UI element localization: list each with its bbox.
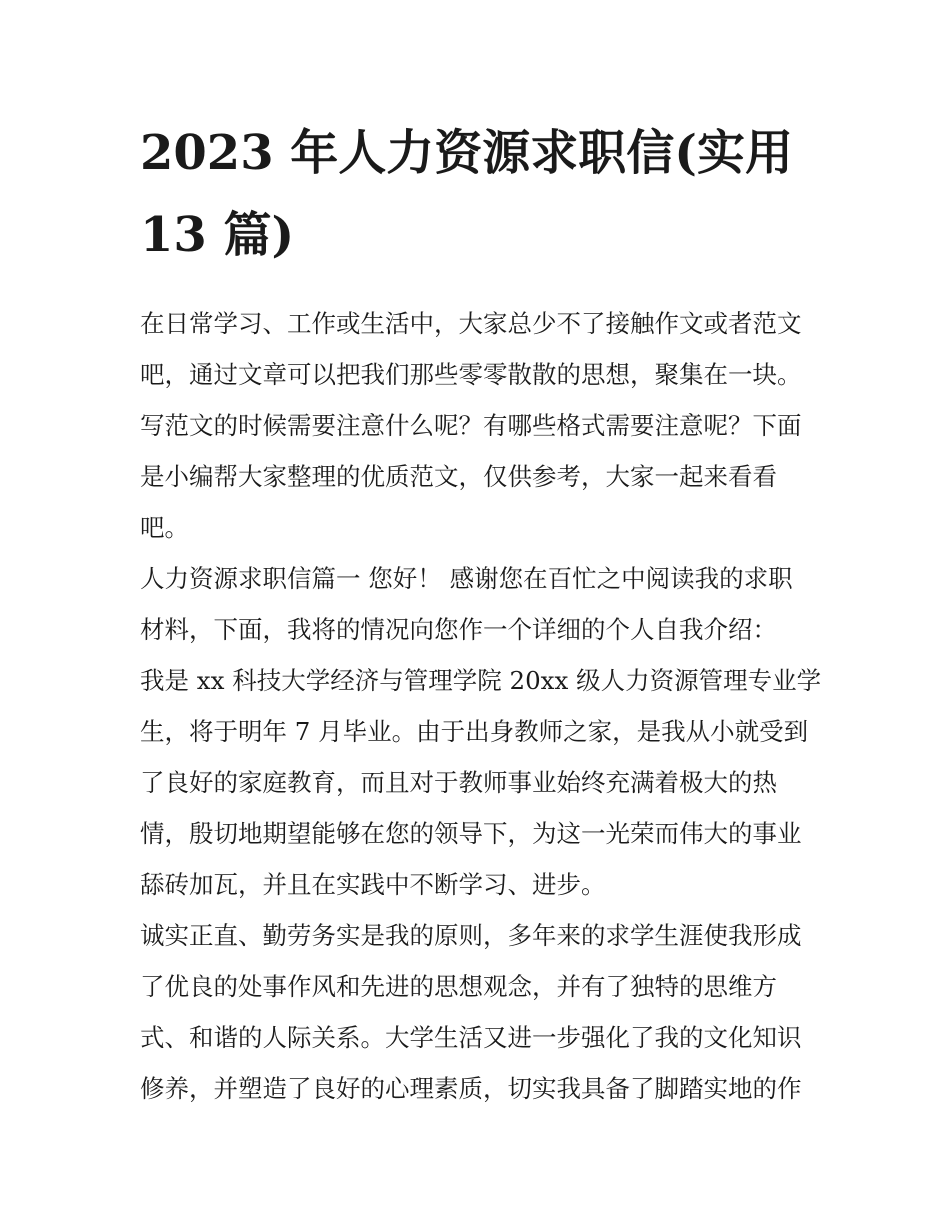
body-line-14: 了优良的处事作风和先进的思想观念，并有了独特的思维方	[140, 972, 777, 1001]
body-line-2: 吧，通过文章可以把我们那些零零散散的思想，聚集在一块。	[140, 360, 802, 389]
title-line-2: 13 篇)	[140, 207, 295, 263]
document-page	[140, 112, 820, 1114]
document-body	[140, 298, 820, 1114]
body-line-11: 情，殷切地期望能够在您的领导下，为这一光荣而伟大的事业	[140, 819, 802, 848]
body-line-12: 舔砖加瓦，并且在实践中不断学习、进步。	[140, 870, 606, 899]
body-line-7: 材料，下面，我将的情况向您作一个详细的个人自我介绍：	[140, 615, 777, 644]
body-line-4: 是小编帮大家整理的优质范文，仅供参考，大家一起来看看	[140, 462, 777, 491]
body-line-16: 修养，并塑造了良好的心理素质，切实我具备了脚踏实地的作	[140, 1074, 802, 1103]
body-line-9: 生，将于明年 7 月毕业。由于出身教师之家，是我从小就受到	[140, 717, 809, 746]
body-line-5: 吧。	[140, 513, 189, 542]
body-line-3: 写范文的时候需要注意什么呢？有哪些格式需要注意呢？下面	[140, 411, 802, 440]
body-line-1: 在日常学习、工作或生活中，大家总少不了接触作文或者范文	[140, 309, 802, 338]
document-title	[140, 112, 820, 276]
body-line-15: 式、和谐的人际关系。大学生活又进一步强化了我的文化知识	[140, 1023, 802, 1052]
body-line-13: 诚实正直、勤劳务实是我的原则，多年来的求学生涯使我形成	[140, 921, 802, 950]
title-line-1: 2023 年人力资源求职信(实用	[140, 125, 794, 181]
body-line-8: 我是 xx 科技大学经济与管理学院 20xx 级人力资源管理专业学	[140, 666, 822, 695]
body-line-10: 了良好的家庭教育，而且对于教师事业始终充满着极大的热	[140, 768, 777, 797]
body-line-6: 人力资源求职信篇一 您好！ 感谢您在百忙之中阅读我的求职	[140, 564, 793, 593]
